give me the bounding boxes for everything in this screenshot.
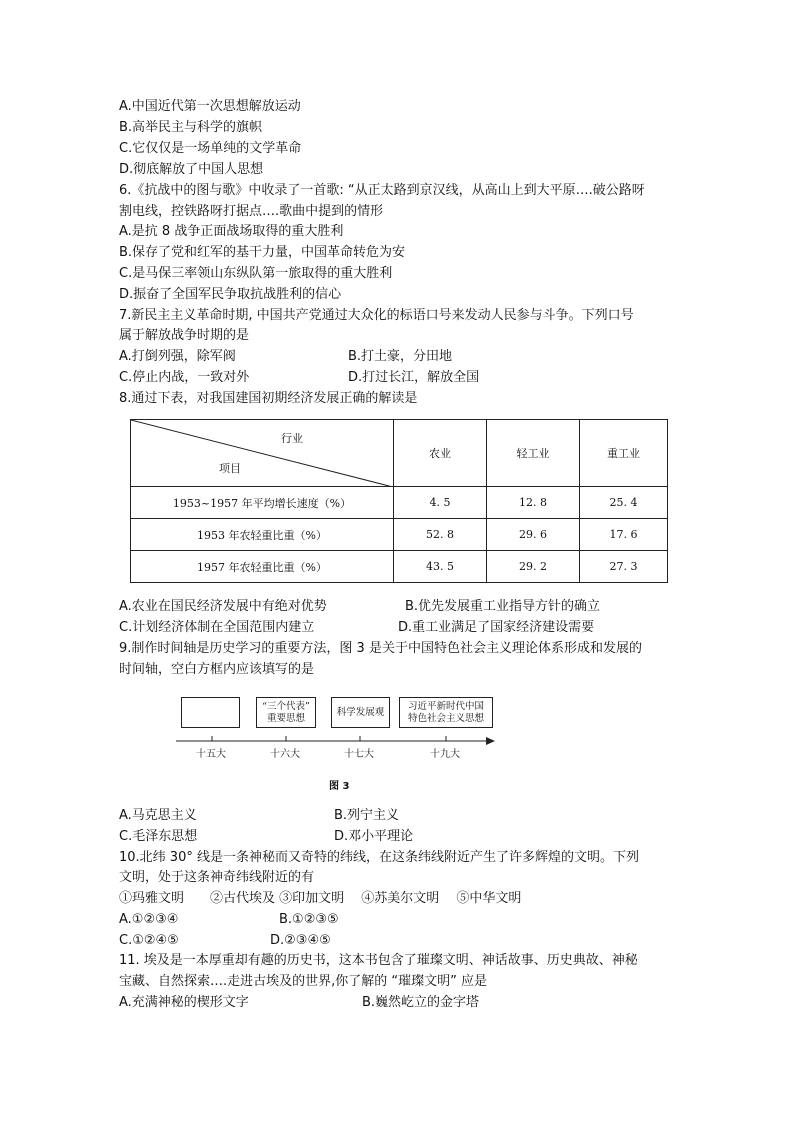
q5-option-d: D.彻底解放了中国人思想	[119, 162, 264, 177]
q6-stem-line1: 6.《抗战中的图与歌》中收录了一首歌: “从正太路到京汉线，从高山上到大平原….破公路呀	[119, 183, 645, 198]
timeline-label-16th: 十六大	[270, 749, 300, 760]
q8-option-b: B.优先发展重工业指导方针的确立	[405, 599, 601, 614]
timeline-box-scientific-outlook: 科学发展观	[331, 697, 390, 728]
q9-stem-line1: 9.制作时间轴是历史学习的重要方法，图 3 是关于中国特色社会主义理论体系形成和发展的	[119, 641, 642, 656]
q5-option-b: B.高举民主与科学的旗帜	[119, 120, 263, 135]
q11-option-a: A.充满神秘的楔形文字	[119, 995, 249, 1010]
q10-option-c: C.①②④⑤	[119, 933, 179, 948]
col-header-heavy-industry: 重工业	[580, 420, 668, 487]
q6-stem-line2: 割电线，控铁路呀打据点….歌曲中提到的情形	[119, 204, 384, 219]
corner-industry-label: 行业	[281, 432, 303, 445]
q8-option-a: A.农业在国民经济发展中有绝对优势	[119, 599, 327, 614]
cell-value: 4. 5	[394, 487, 487, 519]
corner-diagonal	[131, 420, 393, 487]
q7-option-c: C.停止内战，一致对外	[119, 370, 250, 385]
row-label: 1953 年农轻重比重（%）	[131, 519, 394, 551]
cell-value: 27. 3	[580, 551, 668, 583]
col-header-light-industry: 轻工业	[487, 420, 580, 487]
q7-option-d: D.打过长江，解放全国	[348, 370, 480, 385]
col-header-agriculture: 农业	[394, 420, 487, 487]
q8-option-c: C.计划经济体制在全国范围内建立	[119, 620, 315, 635]
q10-option-d: D.②③④⑤	[270, 933, 331, 948]
timeline-box-three-represents: “三个代表” 重要思想	[256, 697, 316, 728]
cell-value: 25. 4	[580, 487, 668, 519]
cell-value: 17. 6	[580, 519, 668, 551]
q11-stem-line1: 11. 埃及是一本厚重却有趣的历史书，这本书包含了璀璨文明、神话故事、历史典故、神秘	[119, 953, 638, 968]
cell-value: 43. 5	[394, 551, 487, 583]
cell-value: 29. 6	[487, 519, 580, 551]
q7-stem-line1: 7.新民主主义革命时期, 中国共产党通过大众化的标语口号来发动人民参与斗争。下列口号	[119, 308, 634, 323]
q9-option-d: D.邓小平理论	[334, 829, 414, 844]
q9-option-a: A.马克思主义	[119, 808, 197, 823]
figure-caption: 图 3	[329, 781, 350, 792]
table-corner-cell	[131, 420, 394, 487]
timeline-box-xi-thought: 习近平新时代中国 特色社会主义思想	[399, 697, 493, 728]
q9-stem-line2: 时间轴，空白方框内应该填写的是	[119, 662, 315, 677]
q9-option-b: B.列宁主义	[334, 808, 400, 823]
economy-table	[130, 419, 668, 583]
cell-value: 52. 8	[394, 519, 487, 551]
q7-stem-line2: 属于解放战争时期的是	[119, 328, 250, 343]
timeline-label-19th: 十九大	[430, 749, 460, 760]
q6-option-c: C.是马保三率领山东纵队第一旅取得的重大胜利	[119, 266, 393, 281]
table-row	[131, 551, 668, 583]
q10-stem-line2: 文明，处于这条神奇纬线附近的有	[119, 870, 315, 885]
q10-option-a: A.①②③④	[119, 912, 179, 927]
row-label: 1953~1957 年平均增长速度（%）	[131, 487, 394, 519]
q6-option-a: A.是抗 8 战争正面战场取得的重大胜利	[119, 224, 344, 239]
q8-option-d: D.重工业满足了国家经济建设需要	[398, 620, 595, 635]
q11-option-b: B.巍然屹立的金字塔	[362, 995, 480, 1010]
table-row	[131, 519, 668, 551]
q10-stem-line1: 10.北纬 30° 线是一条神秘而又奇特的纬线，在这条纬线附近产生了许多辉煌的文明。下列	[119, 850, 639, 865]
q7-option-a: A.打倒列强，除军阀	[119, 349, 236, 364]
q10-items: ①玛雅文明 ②古代埃及 ③印加文明 ④苏美尔文明 ⑤中华文明	[119, 891, 522, 906]
q7-option-b: B.打土豪，分田地	[348, 349, 453, 364]
q8-stem: 8.通过下表，对我国建国初期经济发展正确的解读是	[119, 391, 418, 406]
corner-item-label: 项目	[219, 462, 241, 475]
cell-value: 29. 2	[487, 551, 580, 583]
timeline-label-15th: 十五大	[196, 749, 226, 760]
q5-option-a: A.中国近代第一次思想解放运动	[119, 99, 301, 114]
q6-option-b: B.保存了党和红军的基干力量，中国革命转危为安	[119, 245, 406, 260]
cell-value: 12. 8	[487, 487, 580, 519]
q5-option-c: C.它仅仅是一场单纯的文学革命	[119, 141, 302, 156]
q10-option-b: B.①②③⑤	[279, 912, 339, 927]
table-row	[131, 487, 668, 519]
q9-option-c: C.毛泽东思想	[119, 829, 198, 844]
row-label: 1957 年农轻重比重（%）	[131, 551, 394, 583]
q6-option-d: D.振奋了全国军民争取抗战胜利的信心	[119, 287, 342, 302]
timeline-blank-box	[181, 697, 240, 728]
q11-stem-line2: 宝藏、自然探索….走进古埃及的世界,你了解的 “璀璨文明” 应是	[119, 974, 487, 989]
timeline-label-17th: 十七大	[344, 749, 374, 760]
